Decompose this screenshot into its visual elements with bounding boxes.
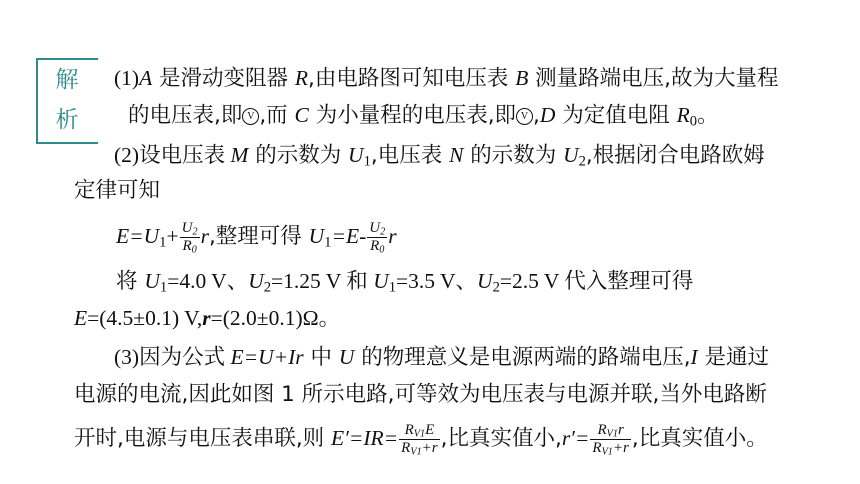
p1-line2: 的电压表,即 V ,而 C 为小量程的电压表,即 V ,D 为定值电阻 $R_0$。 — [128, 103, 719, 130]
fraction-u2-over-r0: $\frac{U_2}{R_0}$ — [181, 219, 198, 256]
p1-line1: (1)A 是滑动变阻器 R,由电路图可知电压表 B 测量路端电压,故为大量程 — [114, 66, 779, 91]
p4-line: E=(4.5±0.1) V,r=(2.0±0.1)Ω。 — [74, 306, 341, 330]
fraction-u2-over-r0-b: $\frac{U_2}{R_0}$ — [369, 219, 386, 256]
p2-line2: 定律可知 — [74, 178, 161, 203]
badge-char-bottom: 析 — [55, 107, 79, 133]
p5-line3: 开时,电源与电压表串联,则 E′=IR= $\frac{R_{V1}E}{R_{V1}+r}$ ,比真实值小,r′= $\frac{R_{V1}r}{R_{V1}+r}$ ,比真实值小。 — [74, 421, 768, 458]
equation-1: $E=U_1+$ $\frac{U_2}{R_0}$ r,整理可得 $U_1=E-$ $\frac{U_2}{R_0}$ r — [116, 219, 397, 256]
voltmeter-v1-icon: V — [242, 108, 259, 125]
p5-line2: 电源的电流,因此如图 1 所示电路,可等效为电压表与电源并联,当外电路断 — [74, 382, 767, 407]
p2-line1: (2)设电压表 M 的示数为 $U_1$,电压表 N 的示数为 $U_2$,根据闭合电路欧姆 — [114, 143, 765, 170]
p3-line: 将 $U_1=4.0$ V、$U_2=1.25$ V 和 $U_1=3.5$ V、$U_2=2.5$ V 代入整理可得 — [116, 269, 694, 296]
analysis-badge — [44, 60, 90, 140]
fraction-r-measured: $\frac{R_{V1}r}{R_{V1}+r}$ — [592, 421, 629, 458]
fraction-emf-measured: $\frac{R_{V1}E}{R_{V1}+r}$ — [401, 421, 438, 458]
voltmeter-v2-icon: V — [516, 108, 533, 125]
badge-char-top: 解 — [55, 67, 79, 93]
p5-line1: (3)因为公式 E=U+Ir 中 U 的物理意义是电源两端的路端电压,I 是通过 — [114, 345, 770, 370]
